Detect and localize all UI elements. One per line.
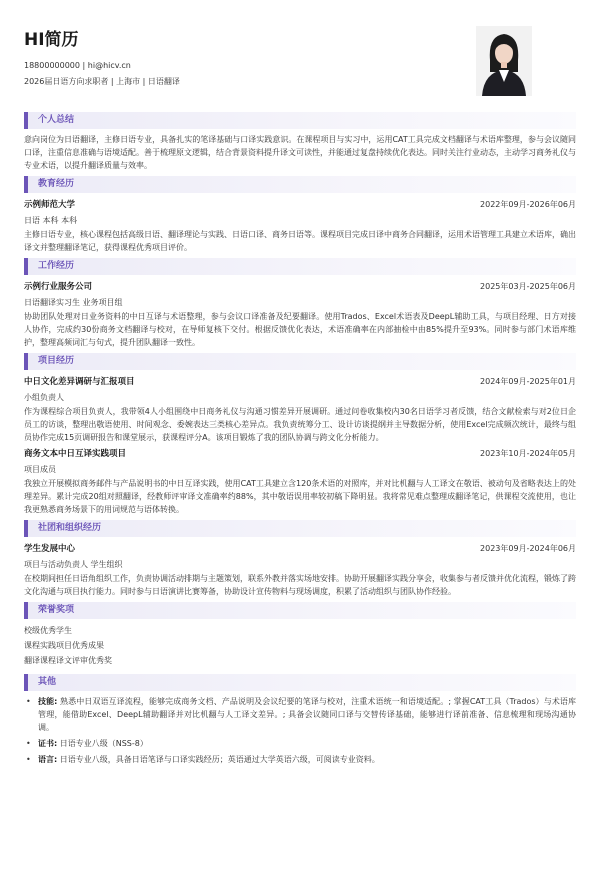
item-label: 技能:	[38, 697, 58, 706]
entry-date: 2024年09月-2025年01月	[480, 377, 576, 386]
contact-info: 18800000000 | hi@hicv.cn	[24, 61, 131, 71]
education-section	[24, 176, 576, 254]
candidate-name: HI简历	[24, 30, 79, 50]
section-bar	[24, 353, 576, 370]
section-accent	[24, 176, 28, 193]
section-header	[24, 520, 576, 537]
section-bar	[24, 112, 576, 129]
section-title: 工作经历	[38, 261, 75, 271]
section-title: 社团和组织经历	[38, 523, 102, 533]
portrait-photo	[476, 26, 532, 96]
item-label: 语言:	[38, 755, 58, 764]
award-item: 翻译课程译文评审优秀奖	[24, 656, 112, 665]
education-entry	[24, 197, 576, 254]
section-title: 个人总结	[38, 115, 75, 125]
section-header	[24, 258, 576, 275]
certificate-item	[24, 737, 576, 750]
section-title: 教育经历	[38, 179, 75, 189]
project-role: 项目成员	[24, 465, 56, 474]
entry-description: 在校期间担任日语角组织工作，负责协调活动排期与主题策划，联系外教并落实场地安排。协助开展翻译实践分享会，收集参与者反馈并优化流程，锻炼了跨文化沟通与项目执行能力。同时参与日语演讲比赛筹备，协助设计宣传物料与现场调度，积累了活动组织与团队协作经验。	[24, 574, 576, 596]
section-bar	[24, 176, 576, 193]
language-item	[24, 753, 576, 766]
avatar	[476, 26, 532, 96]
project-name: 中日文化差异调研与汇报项目	[24, 377, 135, 387]
school-name: 示例师范大学	[24, 200, 76, 210]
organization-name: 学生发展中心	[24, 544, 76, 554]
section-header	[24, 353, 576, 370]
job-role: 日语翻译实习生 业务项目组	[24, 298, 123, 307]
activities-section	[24, 520, 576, 598]
entry-date: 2023年09月-2024年06月	[480, 544, 576, 553]
entry-description: 作为课程综合项目负责人，我带领4人小组围绕中日商务礼仪与沟通习惯差异开展调研。通过问卷收集校内30名日语学习者反馈，结合文献检索与对2位日企员工的访谈，整理出敬语使用、时间观念、委婉表达三类核心差异点。我负责统筹分工、设计访谈提纲并主导数据分析，使用Excel完成频次统计，最终与组员协作完成15页调研报告和课堂展示，获课程评分A。该项目锻炼了我的团队协调与跨文化分析能力。	[24, 407, 576, 442]
award-item: 课程实践项目优秀成果	[24, 641, 104, 650]
project-entry	[24, 374, 576, 444]
work-entry	[24, 279, 576, 349]
item-text: 日语专业八级（NSS-8）	[57, 739, 148, 748]
activity-entry	[24, 541, 576, 598]
section-accent	[24, 258, 28, 275]
item-text: 熟悉中日双语互译流程，能够完成商务文档、产品说明及会议纪要的笔译与校对，注重术语统一和语境适配。; 掌握CAT工具（Trados）与术语库管理，能借助Excel、DeepL辅助翻译并对比机翻与人工译文差异。; 具备会议随同口译与交替传译基础，能够进行译前准备、信息梳理和现场沟通协调。	[38, 697, 576, 732]
resume-header	[24, 0, 576, 110]
section-header	[24, 602, 576, 619]
section-title: 其他	[38, 677, 57, 687]
project-name: 商务文本中日互译实践项目	[24, 449, 127, 459]
company-name: 示例行业服务公司	[24, 282, 93, 292]
projects-section	[24, 353, 576, 516]
awards-section	[24, 602, 576, 668]
section-accent	[24, 602, 28, 619]
summary-section	[24, 112, 576, 172]
section-header	[24, 674, 576, 691]
section-accent	[24, 112, 28, 129]
major-degree: 日语 本科 本科	[24, 216, 78, 225]
others-list	[24, 695, 576, 766]
section-accent	[24, 520, 28, 537]
section-header	[24, 176, 576, 193]
work-section	[24, 258, 576, 349]
activity-role: 项目与活动负责人 学生组织	[24, 560, 123, 569]
entry-date: 2022年09月-2026年06月	[480, 200, 576, 209]
item-label: 证书:	[38, 739, 58, 748]
section-bar	[24, 258, 576, 275]
entry-date: 2023年10月-2024年05月	[480, 449, 576, 458]
project-entry	[24, 446, 576, 516]
section-bar	[24, 520, 576, 537]
summary-text: 意向岗位为日语翻译，主修日语专业，具备扎实的笔译基础与口译实践意识。在课程项目与实习中，运用CAT工具完成文档翻译与术语库整理，参与会议随同口译，注重信息准确与语境适配。善于梳理原文逻辑，结合背景资料提升译文可读性，并能通过复盘持续优化表达。同时关注行业动态，主动学习商务礼仪与专业术语，以提升翻译质量与效率。	[24, 135, 576, 170]
entry-description: 我独立开展模拟商务邮件与产品说明书的中日互译实践，使用CAT工具建立含120条术语的对照库，并对比机翻与人工译文在敬语、被动句及省略表达上的处理差异。累计完成20组对照翻译，经教师评审译文准确率约88%，其中敬语误用率较初稿下降明显。我将常见难点整理成翻译笔记，供课程交流使用，也让我更熟悉商务场景下的用词规范与语体转换。	[24, 479, 576, 514]
section-title: 项目经历	[38, 356, 75, 366]
others-section	[24, 674, 576, 766]
section-header	[24, 112, 576, 129]
section-bar	[24, 674, 576, 691]
entry-description: 协助团队处理对日业务资料的中日互译与术语整理，参与会议口译准备及纪要翻译。使用Trados、Excel术语表及DeepL辅助工具，与项目经理、日方对接人协作，完成约30份商务文档翻译与校对，在导师复核下交付。根据反馈优化表达，术语准确率在内部抽检中由85%提升至93%。同时参与部门术语库维护，整理高频词汇与句式，提升团队翻译一致性。	[24, 312, 576, 347]
job-intent: 2026届日语方向求职者 | 上海市 | 日语翻译	[24, 77, 180, 87]
project-role: 小组负责人	[24, 393, 64, 402]
section-accent	[24, 674, 28, 691]
section-accent	[24, 353, 28, 370]
section-title: 荣誉奖项	[38, 605, 75, 615]
entry-date: 2025年03月-2025年06月	[480, 282, 576, 291]
section-bar	[24, 602, 576, 619]
award-item: 校级优秀学生	[24, 626, 72, 635]
entry-description: 主修日语专业，核心课程包括高级日语、翻译理论与实践、日语口译、商务日语等。课程项目完成日译中商务合同翻译，运用术语管理工具建立术语库，确出译文并整理翻译笔记，获得课程优秀项目评价。	[24, 230, 576, 252]
item-text: 日语专业八级，具备日语笔译与口译实践经历；英语通过大学英语六级，可阅读专业资料。	[57, 755, 380, 764]
skills-item	[24, 695, 576, 734]
